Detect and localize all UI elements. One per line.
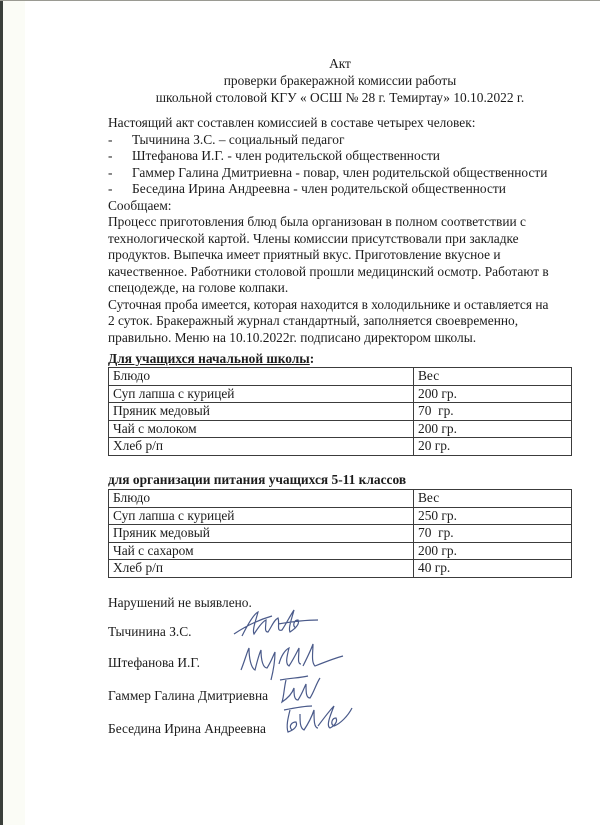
bullet-dash: - [108,181,113,196]
paragraph-line: правильно. Меню на 10.10.2022г. подписано директором школы. [108,329,477,345]
weight-cell: 40 гр. [414,560,572,578]
bullet-dash: - [108,148,113,163]
signature-stroke [284,706,352,732]
weight-cell: 200 гр. [414,420,572,438]
document-title: Акт [329,56,351,71]
signatory-name: Беседина Ирина Андреевна [108,721,266,736]
member-text: Беседина Ирина Андреевна - член родительской общественности [132,181,506,196]
weight-cell: 70 гр. [414,525,572,543]
column-header-dish: Блюдо [109,368,414,386]
intro-text: Настоящий акт составлен комиссией в составе четырех человек: [108,115,476,130]
signature-stroke [280,676,320,702]
heading-colon: : [309,351,315,366]
table-row [109,542,572,560]
weight-cell: 250 гр. [414,507,572,525]
signatory-name: Тычинина З.С. [108,624,192,639]
paragraph-line: 2 суток. Бракеражный журнал стандартный, заполняется своевременно, [108,313,519,328]
signatory-name: Штефанова И.Г. [108,655,200,670]
table-row [109,560,572,578]
dish-cell: Хлеб р/п [109,438,414,456]
table-row [109,385,572,403]
paragraph-line: Процесс приготовления блюд была организован в полном соответствии с [108,214,526,229]
report-label: Сообщаем: [108,197,172,213]
dish-cell: Суп лапша с курицей [109,507,414,525]
dish-cell: Суп лапша с курицей [109,385,414,403]
document-header [100,55,580,106]
conclusion-text: Нарушений не выявлено. [108,595,252,610]
paragraph-line: технологической картой. Члены комиссии присутствовали при закладке [108,230,519,246]
table-row [109,420,572,438]
dish-cell: Чай с сахаром [109,542,414,560]
document-subtitle-school: школьной столовой КГУ « ОСШ № 28 г. Темиртау» 10.10.2022 г. [155,90,525,105]
dish-cell: Хлеб р/п [109,560,414,578]
bullet-dash: - [108,131,113,147]
document-body [108,115,578,346]
weight-cell: 200 гр. [414,542,572,560]
member-item [108,181,578,198]
dish-cell: Пряник медовый [109,525,414,543]
member-text: Штефанова И.Г. - член родительской общественности [132,148,440,163]
senior-menu-table [108,489,572,578]
member-item [108,165,578,182]
member-item [108,148,578,165]
paragraph-line: продуктов. Выпечка имеет приятный вкус. Приготовление вкусное и [108,247,501,262]
primary-school-heading-text: Для учащихся начальной школы [108,351,310,366]
dish-cell: Чай с молоком [109,420,414,438]
table-header-row [109,368,572,386]
primary-school-heading [108,351,314,367]
primary-menu-table [108,367,572,456]
table-row [109,525,572,543]
dish-cell: Пряник медовый [109,403,414,421]
table-row [109,507,572,525]
member-text: Тычинина З.С. – социальный педагог [132,131,345,147]
paragraph-line: качественное. Работники столовой прошли медицинский осмотр. Работают в [108,263,549,279]
signatory-name: Гаммер Галина Дмитриевна [108,688,269,703]
signature-4 [278,700,358,740]
paragraph-line: Суточная проба имеется, которая находится в холодильнике и оставляется на [108,296,549,312]
table-header-row [109,490,572,508]
weight-cell: 70 гр. [414,403,572,421]
column-header-weight: Вес [414,368,572,386]
table-row [109,403,572,421]
table-row [109,438,572,456]
paragraph-line: спецодежде, на голове колпаки. [108,280,289,295]
member-text: Гаммер Галина Дмитриевна - повар, член родительской общественности [132,164,548,180]
document-subtitle: проверки бракеражной комиссии работы [223,73,457,88]
column-header-dish: Блюдо [109,490,414,508]
weight-cell: 200 гр. [414,385,572,403]
signature-stroke [234,610,318,636]
bullet-dash: - [108,164,113,180]
weight-cell: 20 гр. [414,438,572,456]
member-item [108,132,578,149]
column-header-weight: Вес [414,490,572,508]
senior-classes-heading: для организации питания учащихся 5-11 классов [108,472,407,487]
